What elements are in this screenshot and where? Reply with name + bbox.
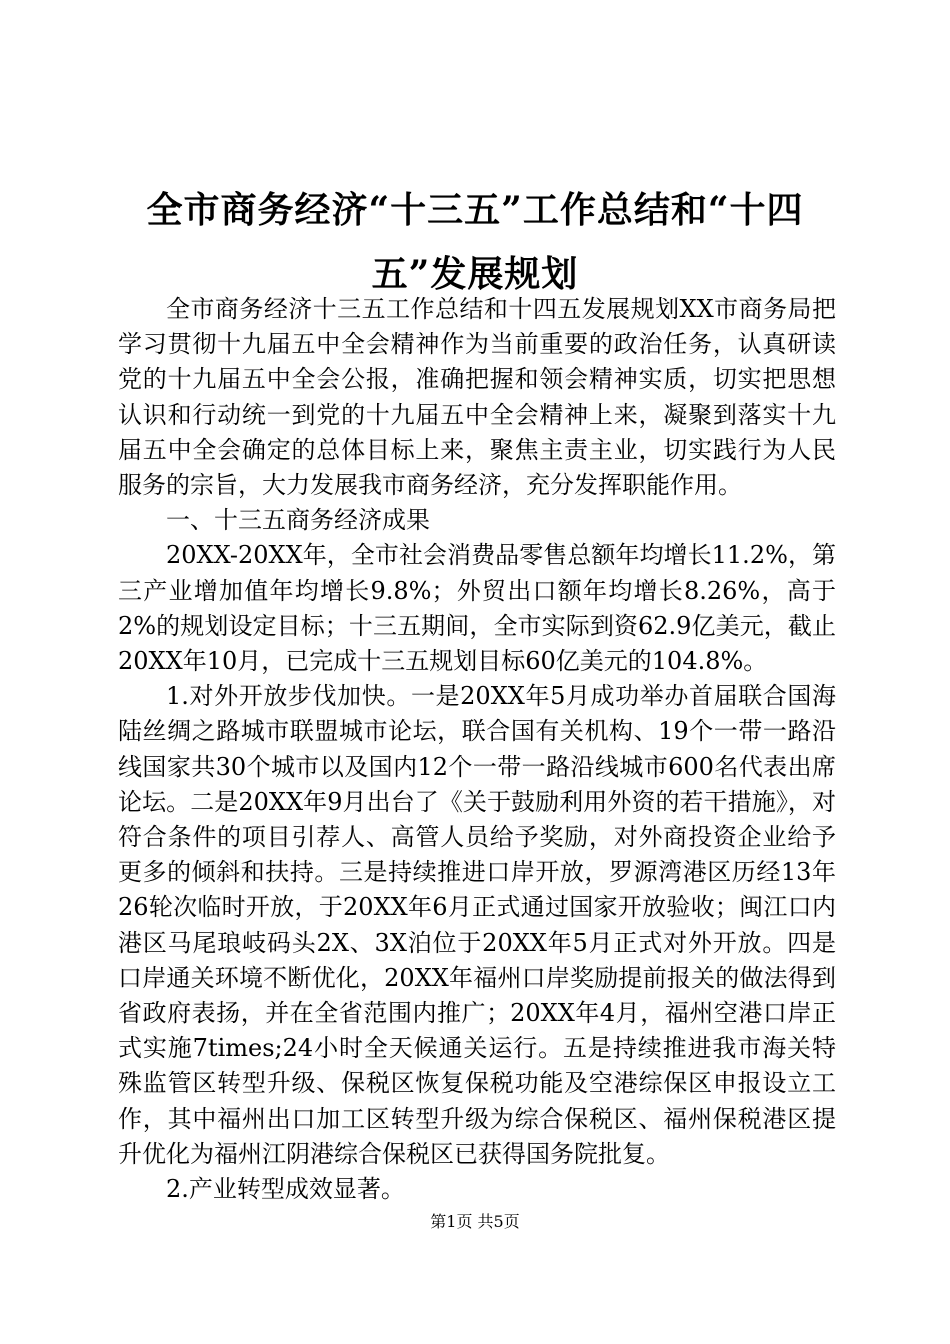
opening-up-paragraph: 1.对外开放步伐加快。一是20XX年5月成功举办首届联合国海陆丝绸之路城市联盟城市论坛，联合国有关机构、19个一带一路沿线国家共30个城市以及国内12个一带一路沿线城市600名代表出席论坛。二是20XX年9月出台了《关于鼓励利用外资的若干措施》，对符合条件的项目引荐人、高管人员给予奖励，对外商投资企业给予更多的倾斜和扶持。三是持续推进口岸开放，罗源湾港区历经13年26轮次临时开放，于20XX年6月正式通过国家开放验收；闽江口内港区马尾琅岐码头2X、3X泊位于20XX年5月正式对外开放。四是口岸通关环境不断优化，20XX年福州口岸奖励提前报关的做法得到省政府表扬，并在全省范围内推广；20XX年4月，福州空港口岸正式实施7times;24小时全天候通关运行。五是持续推进我市海关特殊监管区转型升级、保税区恢复保税功能及空港综保区申报设立工作，其中福州出口加工区转型升级为综合保税区、福州保税港区提升优化为福州江阴港综合保税区已获得国务院批复。	[118, 682, 836, 1168]
statistics-paragraph: 20XX-20XX年，全市社会消费品零售总额年均增长11.2%，第三产业增加值年均增长9.8%；外贸出口额年均增长8.26%，高于2%的规划设定目标；十三五期间，全市实际到资62.9亿美元，截止20XX年10月，已完成十三五规划目标60亿美元的104.8%。	[118, 541, 836, 676]
section-heading: 一、十三五商务经济成果	[166, 506, 430, 535]
document-title: 全市商务经济“十三五”工作总结和“十四五”发展规划	[146, 189, 804, 295]
document-body	[118, 292, 836, 1207]
page-number-footer: 第1页 共5页	[430, 1212, 520, 1231]
industry-paragraph: 2.产业转型成效显著。	[166, 1175, 405, 1204]
intro-paragraph: 全市商务经济十三五工作总结和十四五发展规划XX市商务局把学习贯彻十九届五中全会精神作为当前重要的政治任务，认真研读党的十九届五中全会公报，准确把握和领会精神实质，切实把思想认识和行动统一到党的十九届五中全会精神上来，凝聚到落实十九届五中全会确定的总体目标上来，聚焦主责主业，切实践行为人民服务的宗旨，大力发展我市商务经济，充分发挥职能作用。	[118, 295, 836, 500]
